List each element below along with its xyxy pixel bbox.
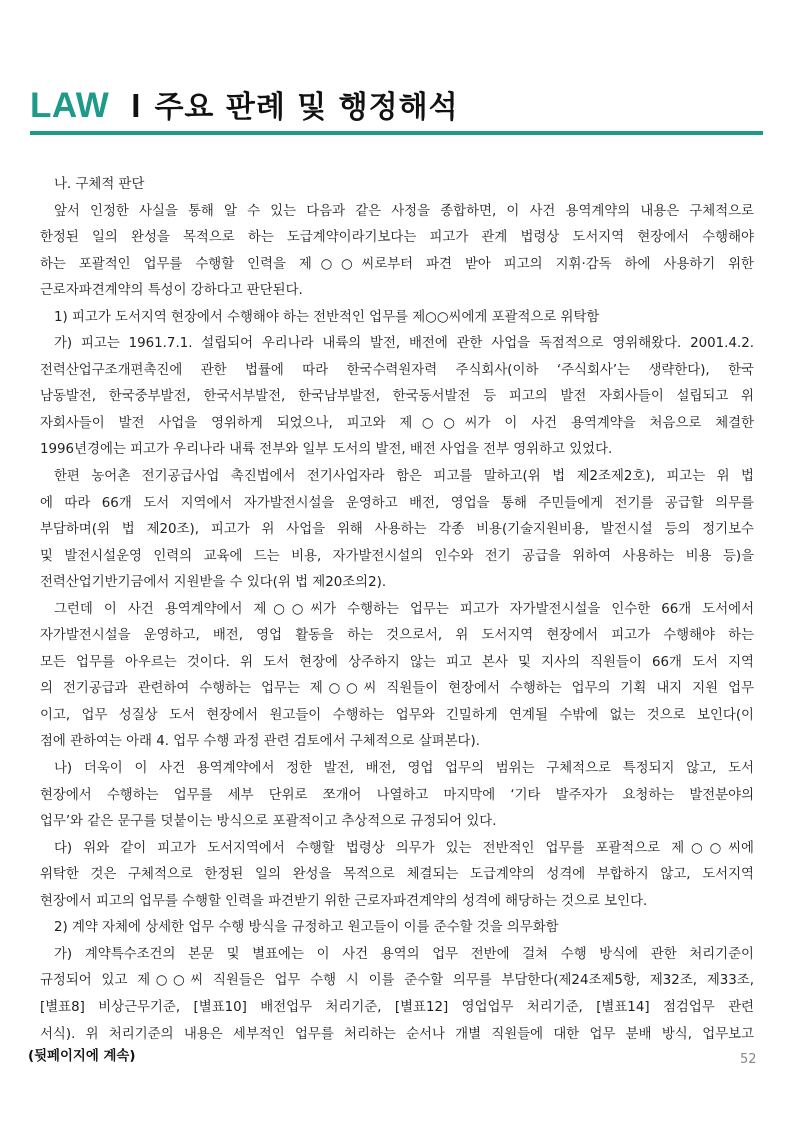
text-line: 다) 위와 같이 피고가 도서지역에서 수행할 법령상 의무가 있는 전반적인 업무를 포괄적으로 제○○씨에	[54, 840, 754, 856]
text-line: 남동발전, 한국중부발전, 한국서부발전, 한국남부발전, 한국동서발전 등 피고의 발전 자회사들이 설립되고 위	[40, 389, 754, 405]
text-line: 업무’와 같은 문구를 덧붙이는 방식으로 포괄적이고 추상적으로 규정되어 있다.	[40, 814, 497, 830]
text-line: 자회사들이 발전 사업을 영위하게 되었으나, 피고와 제○○씨가 이 사건 용역계약을 처음으로 체결한	[40, 415, 754, 431]
page-title: 주요 판례 및 행정해석	[154, 90, 459, 125]
text-line: 나. 구체적 판단	[54, 177, 145, 192]
continued-note: (뒷페이지에 계속)	[28, 1049, 136, 1065]
text-line: 에 따라 66개 도서 지역에서 자가발전시설을 운영하고 배전, 영업을 통해 주민들에게 전기를 공급할 의무를	[40, 495, 754, 511]
text-line: 2) 계약 자체에 상세한 업무 수행 방식을 규정하고 원고들이 이를 준수할 것을 의무화함	[54, 920, 559, 936]
text-line: 규정되어 있고 제○○씨 직원들은 업무 수행 시 이를 준수할 의무를 부담한다(제24조제5항, 제32조, 제33조,	[40, 973, 754, 989]
text-line: 의 전기공급과 관련하여 수행하는 업무는 제○○씨 직원들이 현장에서 수행하는 업무의 기획 내지 지원 업무	[40, 681, 754, 697]
text-line: 한정된 일의 완성을 목적으로 하는 도급계약이라기보다는 피고가 관계 법령상 도서지역 현장에서 수행해야	[40, 230, 754, 246]
header-rule	[30, 131, 763, 135]
text-line: 및 발전시설운영 인력의 교육에 드는 비용, 자가발전시설의 인수와 전기 공급을 위하여 사용하는 비용 등)을	[40, 548, 754, 564]
text-line: [별표8] 비상근무기준, [별표10] 배전업무 처리기준, [별표12] 영업업무 처리기준, [별표14] 점검업무 관련	[40, 999, 754, 1015]
text-line: 1996년경에는 피고가 우리나라 내륙 전부와 일부 도서의 발전, 배전 사업을 전부 영위하고 있었다.	[40, 442, 613, 458]
law-label: LAW	[30, 86, 110, 125]
text-line: 부담하며(위 법 제20조), 피고가 위 사업을 위해 사용하는 각종 비용(기술지원비용, 발전시설 등의 정기보수	[40, 522, 754, 538]
page-header	[30, 82, 459, 132]
text-line: 앞서 인정한 사실을 통해 알 수 있는 다음과 같은 사정을 종합하면, 이 사건 용역계약의 내용은 구체적으로	[54, 203, 754, 219]
text-line: 서식). 위 처리기준의 내용은 세부적인 업무를 처리하는 순서나 개별 직원들에 대한 업무 분배 방식, 업무보고	[40, 1026, 754, 1042]
page-number: 52	[740, 1052, 757, 1067]
text-line: 근로자파견계약의 특성이 강하다고 판단된다.	[40, 283, 303, 299]
text-line: 자가발전시설을 운영하고, 배전, 영업 활동을 하는 것으로서, 위 도서지역 현장에서 피고가 수행해야 하는	[40, 628, 754, 644]
text-line: 나) 더욱이 이 사건 용역계약에서 정한 발전, 배전, 영업 업무의 범위는 구체적으로 특정되지 않고, 도서	[54, 761, 754, 777]
text-line: 한편 농어촌 전기공급사업 촉진법에서 전기사업자라 함은 피고를 말하고(위 법 제2조제2호), 피고는 위 법	[54, 469, 754, 485]
text-line: 이고, 업무 성질상 도서 현장에서 원고들이 수행하는 업무와 긴밀하게 연계될 수밖에 없는 것으로 보인다(이	[40, 707, 754, 723]
text-line: 하는 포괄적인 업무를 수행할 인력을 제○○씨로부터 파견 받아 피고의 지휘·감독 하에 사용하기 위한	[40, 256, 754, 272]
text-line: 전력산업기반기금에서 지원받을 수 있다(위 법 제20조의2).	[40, 575, 387, 591]
text-line: 가) 피고는 1961.7.1. 설립되어 우리나라 내륙의 발전, 배전에 관한 사업을 독점적으로 영위해왔다. 2001.4.2.	[54, 336, 754, 352]
text-line: 1) 피고가 도서지역 현장에서 수행해야 하는 전반적인 업무를 제○○씨에게 포괄적으로 위탁함	[54, 309, 600, 325]
text-line: 위탁한 것은 구체적으로 한정된 일의 완성을 목적으로 체결되는 도급계약의 성격에 부합하지 않고, 도서지역	[40, 867, 754, 883]
text-line: 현장에서 피고의 업무를 수행할 인력을 파견받기 위한 근로자파견계약의 성격에 해당하는 것으로 보인다.	[40, 893, 648, 909]
text-line: 점에 관하여는 아래 4. 업무 수행 과정 관련 검토에서 구체적으로 살펴본다).	[40, 734, 480, 750]
text-line: 전력산업구조개편촉진에 관한 법률에 따라 한국수력원자력 주식회사(이하 ‘주식회사’는 생략한다), 한국	[40, 362, 754, 378]
text-line: 그런데 이 사건 용역계약에서 제○○씨가 수행하는 업무는 피고가 자가발전시설을 인수한 66개 도서에서	[54, 601, 754, 617]
text-line: 가) 계약특수조건의 본문 및 별표에는 이 사건 용역의 업무 전반에 걸쳐 수행 방식에 관한 처리기준이	[54, 946, 754, 962]
document-body	[28, 172, 754, 1066]
header-divider: I	[131, 87, 141, 124]
text-line: 현장에서 수행하는 업무를 세부 단위로 쪼개어 나열하고 마지막에 ‘기타 발주자가 요청하는 발전분야의	[40, 787, 754, 803]
text-line: 모든 업무를 아우르는 것이다. 위 도서 현장에 상주하지 않는 피고 본사 및 지사의 직원들이 66개 도서 지역	[40, 654, 754, 670]
